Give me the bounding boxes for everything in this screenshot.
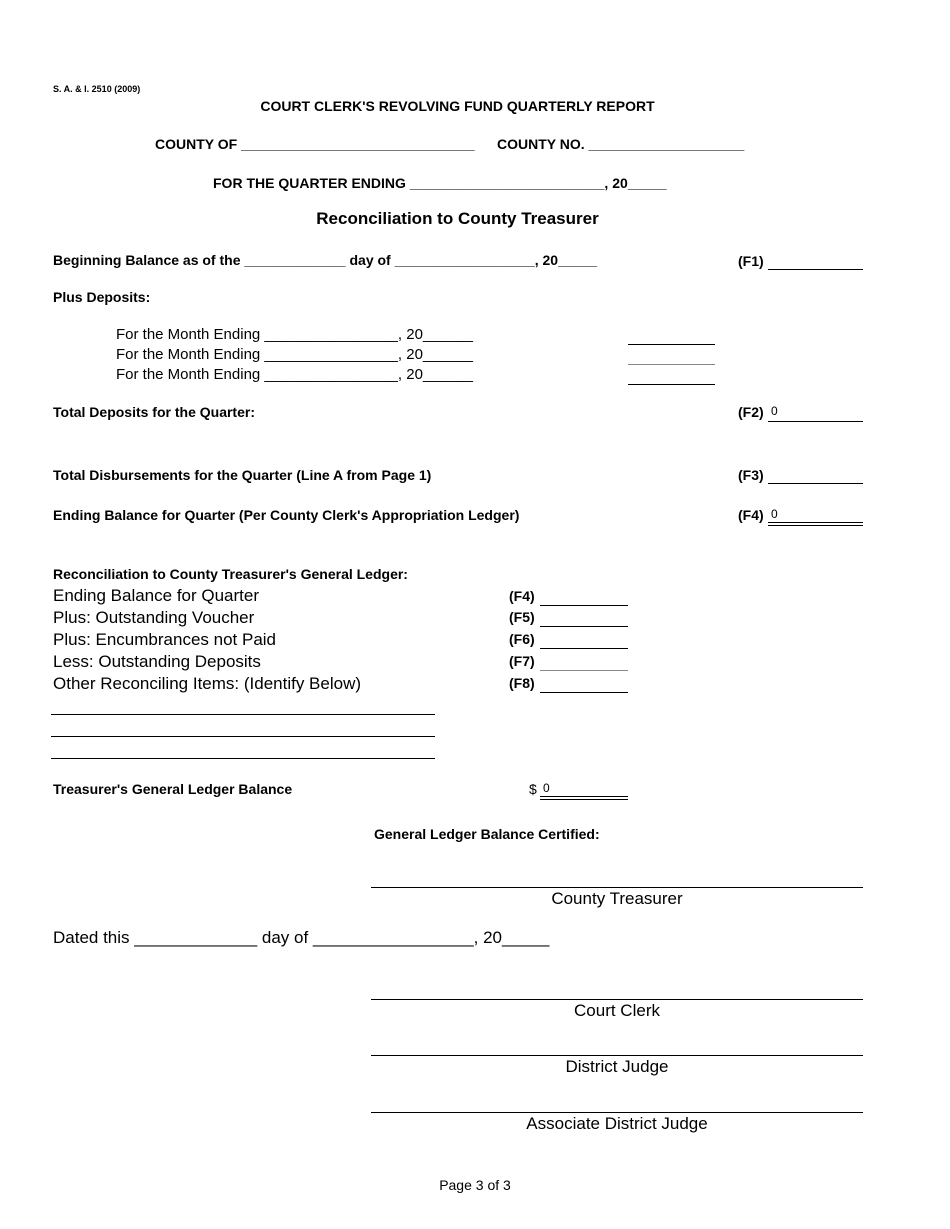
month-ending-1[interactable]: For the Month Ending ________________, 20______	[116, 326, 473, 343]
total-disbursements-label: Total Disbursements for the Quarter (Line A from Page 1)	[53, 467, 432, 483]
form-number: S. A. & I. 2510 (2009)	[53, 84, 141, 94]
month-3-amount-field[interactable]	[628, 384, 715, 385]
f2-code: (F2)	[738, 404, 764, 420]
other-item-line-1[interactable]	[51, 714, 435, 715]
reconciliation-heading: Reconciliation to County Treasurer's General Ledger:	[53, 566, 408, 582]
f2-value[interactable]: 0	[771, 404, 778, 418]
month-ending-2[interactable]: For the Month Ending ________________, 20______	[116, 346, 473, 363]
recon-f5-field[interactable]	[540, 626, 628, 627]
page-number: Page 3 of 3	[439, 1177, 511, 1193]
district-judge-signature-line[interactable]	[371, 1055, 863, 1056]
dated-field[interactable]: Dated this _____________ day of _________________, 20_____	[53, 928, 550, 947]
gl-value[interactable]: 0	[543, 781, 550, 795]
f4-code: (F4)	[738, 507, 764, 523]
gl-balance-label: Treasurer's General Ledger Balance	[53, 781, 293, 797]
recon-item-label: Other Reconciling Items: (Identify Below)	[53, 674, 362, 693]
certified-heading: General Ledger Balance Certified:	[374, 826, 600, 842]
gl-balance-field[interactable]	[540, 796, 628, 800]
total-deposits-label: Total Deposits for the Quarter:	[53, 404, 255, 420]
f2-field[interactable]	[768, 421, 863, 422]
recon-item-label: Plus: Outstanding Voucher	[53, 608, 255, 627]
other-item-line-2[interactable]	[51, 736, 435, 737]
f4-value[interactable]: 0	[771, 507, 778, 521]
recon-f5-code: (F5)	[509, 609, 535, 625]
f1-field[interactable]	[768, 269, 863, 270]
report-title: COURT CLERK'S REVOLVING FUND QUARTERLY REPORT	[260, 98, 655, 114]
month-1-amount-field[interactable]	[628, 344, 715, 345]
recon-f7-code: (F7)	[509, 653, 535, 669]
plus-deposits-label: Plus Deposits:	[53, 289, 151, 305]
county-treasurer-signature-line[interactable]	[371, 887, 863, 888]
month-2-amount-field[interactable]	[628, 364, 715, 365]
f3-code: (F3)	[738, 467, 764, 483]
county-no-field[interactable]: COUNTY NO. ____________________	[497, 136, 745, 152]
f3-field[interactable]	[768, 483, 863, 484]
court-clerk-label: Court Clerk	[574, 1001, 660, 1020]
recon-f7-field[interactable]	[540, 670, 628, 671]
recon-f6-field[interactable]	[540, 648, 628, 649]
f1-code: (F1)	[738, 253, 764, 269]
recon-f8-code: (F8)	[509, 675, 535, 691]
beginning-balance-label: Beginning Balance as of the _____________ day of __________________, 20_____	[53, 252, 598, 268]
county-of-field[interactable]: COUNTY OF ______________________________	[155, 136, 475, 152]
associate-judge-label: Associate District Judge	[526, 1114, 708, 1133]
county-treasurer-label: County Treasurer	[551, 889, 683, 908]
recon-f6-code: (F6)	[509, 631, 535, 647]
quarter-ending-field[interactable]: FOR THE QUARTER ENDING _________________________, 20_____	[213, 175, 667, 191]
recon-item-label: Plus: Encumbrances not Paid	[53, 630, 277, 649]
recon-f8-field[interactable]	[540, 692, 628, 693]
section-title: Reconciliation to County Treasurer	[316, 209, 599, 228]
recon-item-label: Ending Balance for Quarter	[53, 586, 260, 605]
f4-field[interactable]	[768, 522, 863, 526]
other-item-line-3[interactable]	[51, 758, 435, 759]
recon-f4-field[interactable]	[540, 605, 628, 606]
recon-item-label: Less: Outstanding Deposits	[53, 652, 261, 671]
district-judge-label: District Judge	[565, 1057, 669, 1076]
ending-balance-label: Ending Balance for Quarter (Per County Clerk's Appropriation Ledger)	[53, 507, 520, 523]
court-clerk-signature-line[interactable]	[371, 999, 863, 1000]
associate-judge-signature-line[interactable]	[371, 1112, 863, 1113]
gl-currency: $	[529, 781, 537, 797]
month-ending-3[interactable]: For the Month Ending ________________, 20______	[116, 366, 473, 383]
recon-f4-code: (F4)	[509, 588, 535, 604]
